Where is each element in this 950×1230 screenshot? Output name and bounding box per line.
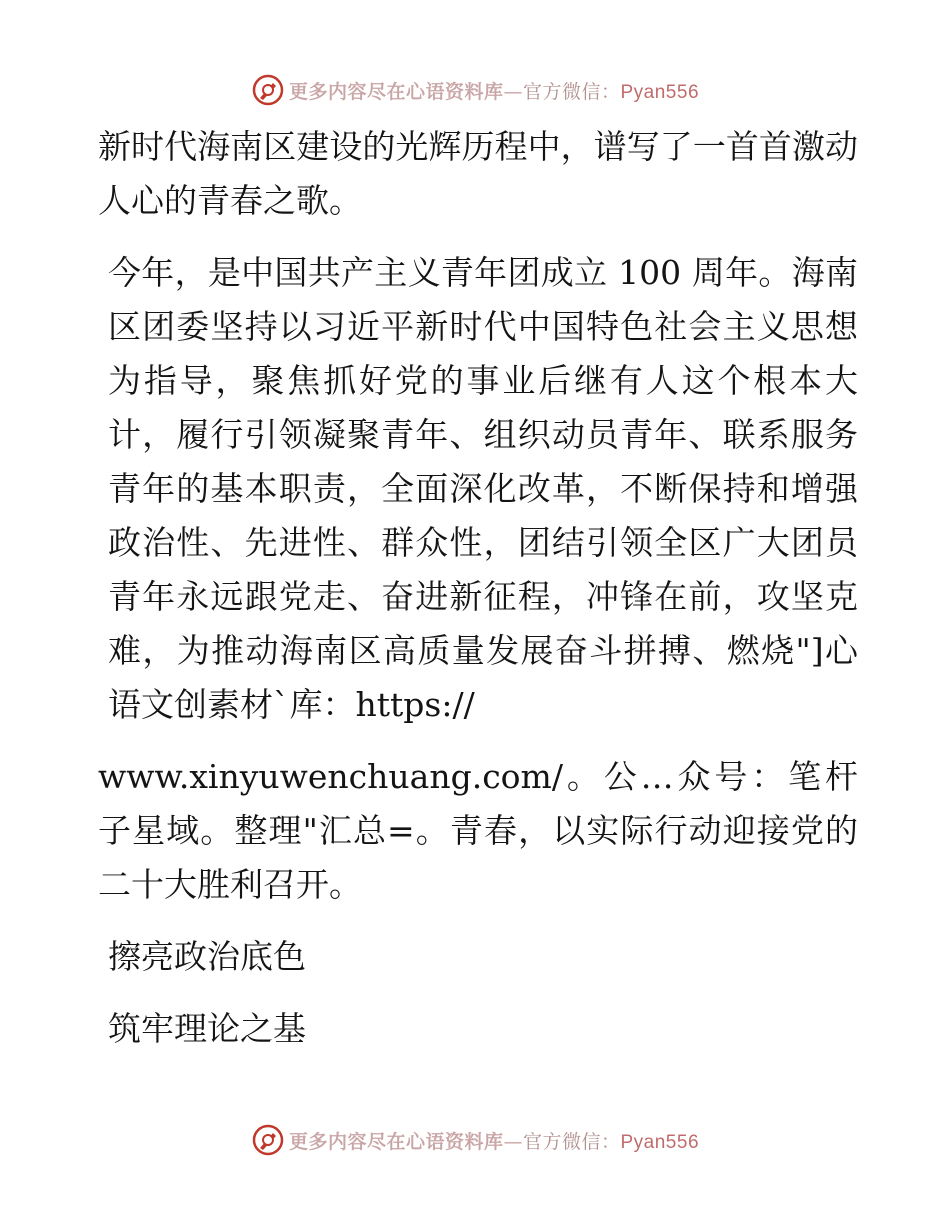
banner-wechat-label: 官方微信：	[522, 80, 621, 103]
section-heading-2: 筑牢理论之基	[108, 1009, 306, 1048]
section-heading-1: 擦亮政治底色	[108, 937, 306, 976]
logo-icon	[251, 1123, 285, 1157]
banner-dash: —	[503, 80, 523, 103]
paragraph-3: www.xinyuwenchuang.com/。公…众号：笔杆子星域。整理"汇总=。青春，以实际行动迎接党的二十大胜利召开。	[98, 757, 858, 904]
banner-wechat-id: Pyan556	[620, 81, 700, 103]
logo-icon	[251, 73, 285, 107]
banner-dash: —	[503, 1130, 523, 1153]
banner-wechat-label: 官方微信：	[522, 1130, 621, 1153]
banner-text	[289, 77, 699, 104]
article-body	[98, 120, 858, 1056]
footer-banner	[0, 1120, 950, 1160]
banner-site-name: 更多内容尽在心语资料库	[288, 1130, 504, 1153]
paragraph-2: 今年，是中国共产主义青年团成立 100 周年。海南区团委坚持以习近平新时代中国特色社会主义思想为指导，聚焦抓好党的事业后继有人这个根本大计，履行引领凝聚青年、组织动员青年、联系服务青年的基本职责，全面深化改革，不断保持和增强政治性、先进性、群众性，团结引领全区广大团员青年永远跟党走、奋进新征程，冲锋在前，攻坚克难，为推动海南区高质量发展奋斗拼搏、燃烧"]心语文创素材`库：https://	[108, 253, 858, 724]
banner-site-name: 更多内容尽在心语资料库	[288, 80, 504, 103]
banner-text	[289, 1127, 699, 1154]
header-banner	[0, 70, 950, 110]
paragraph-1: 新时代海南区建设的光辉历程中，谱写了一首首激动人心的青春之歌。	[98, 127, 858, 220]
banner-wechat-id: Pyan556	[620, 1131, 700, 1153]
